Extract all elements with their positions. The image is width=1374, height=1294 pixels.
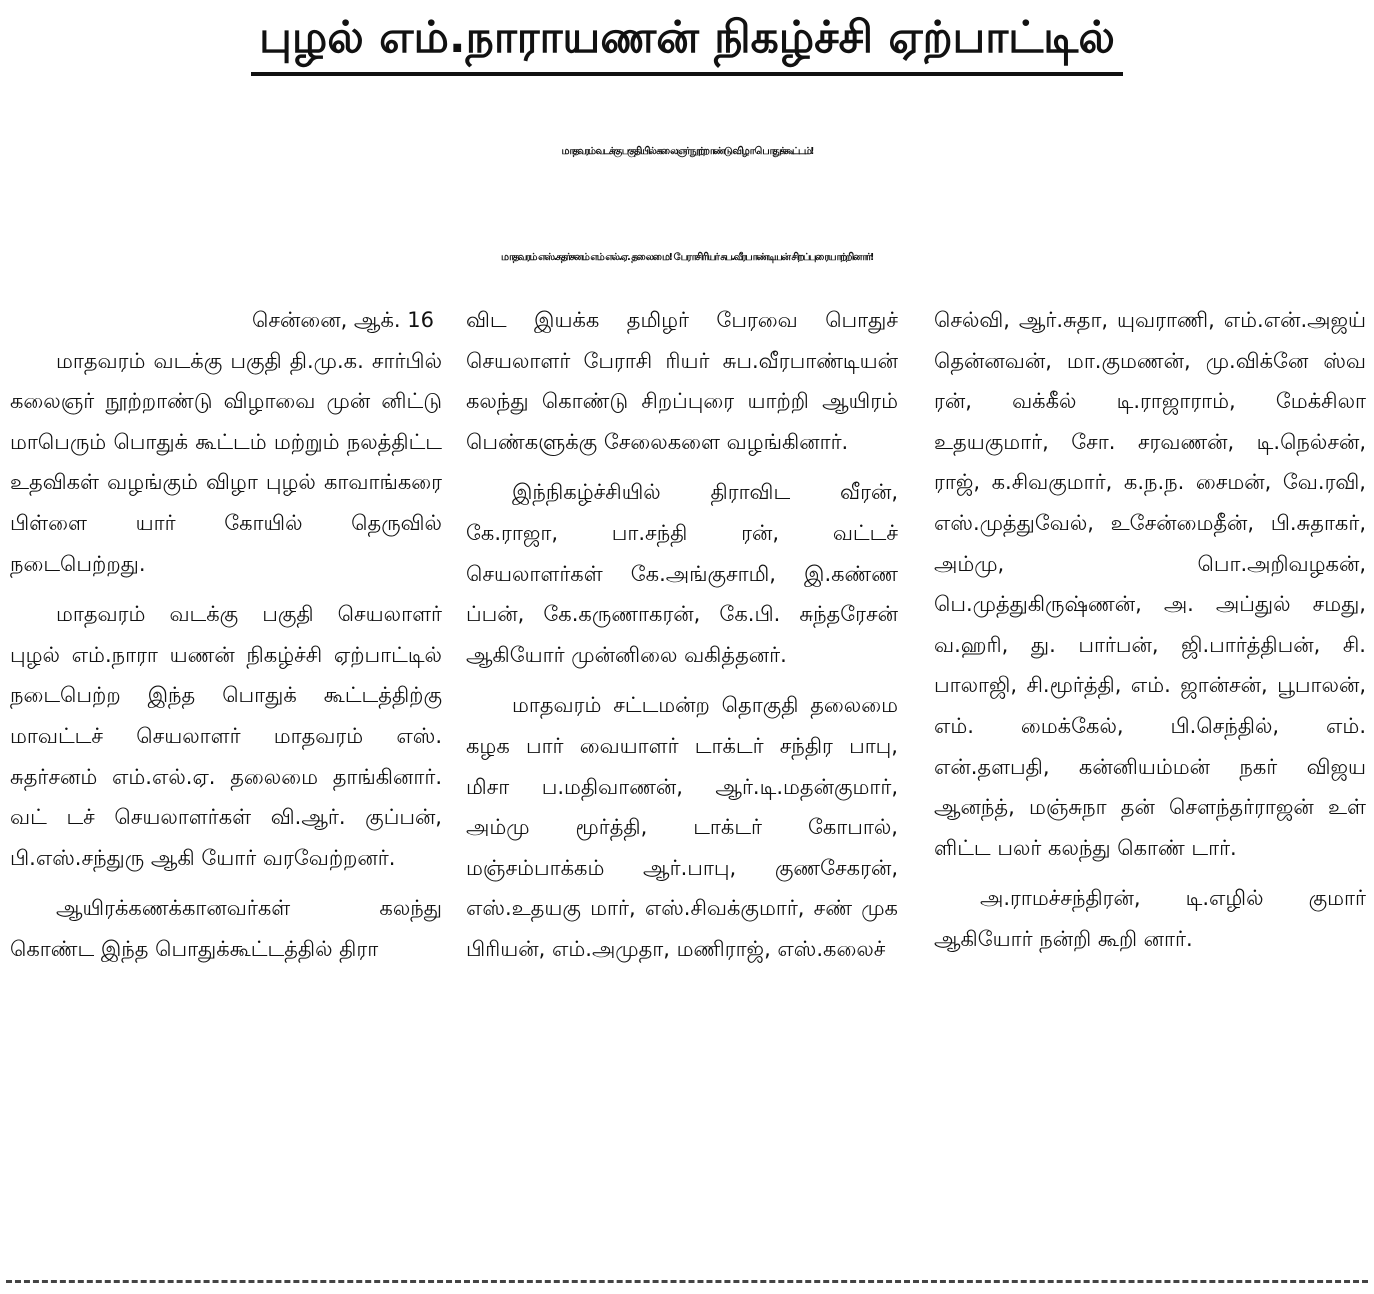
paragraph: மாதவரம் வடக்கு பகுதி தி.மு.க. சார்பில் கலைஞர் நூற்றாண்டு விழாவை முன் னிட்டு மாபெரும் பொதுக் கூட்டம் மற்றும் நலத்திட்ட உதவிகள் வழங்கும் விழா புழல் காவாங்கரை பிள்ளை யார் கோயில் தெருவில் நடைபெற்றது. (10, 348, 442, 576)
paragraph-continued: விட இயக்க தமிழர் பேரவை பொதுச் செயலாளர் பேராசி ரியர் சுப.வீரபாண்டியன் கலந்து கொண்டு சிறப்புரை யாற்றி ஆயிரம் பெண்களுக்கு சேலைகளை வழங்கினார். (466, 308, 898, 454)
headline: மாதவரம் வடக்கு பகுதியில் கலைஞர் நூற்றாண்டு விழா பொதுக்கூட்டம்! (561, 146, 813, 157)
paragraph: மாதவரம் சட்டமன்ற தொகுதி தலைமை கழக பார் வையாளர் டாக்டர் சந்திர பாபு, மிசா ப.மதிவாணன், ஆர்.டி.மதன்குமார், அம்மு மூர்த்தி, டாக்டர் கோபால், மஞ்சம்பாக்கம் ஆர்.பாபு, குணசேகரன், எஸ்.உதயகு மார், எஸ்.சிவக்குமார், சண் முக பிரியன், எம்.அமுதா, மணிராஜ், எஸ்.கலைச் (466, 693, 898, 961)
paragraph-continued: செல்வி, ஆர்.சுதா, யுவராணி, எம்.என்.அஜய் தென்னவன், மா.குமணன், மு.விக்னே ஸ்வ ரன், வக்கீல் டி.ராஜாராம், மேக்சிலா உதயகுமார், சோ. சரவணன், டி.நெல்சன், ராஜ், க.சிவகுமார், க.ந.ந. சைமன், வே.ரவி, எஸ்.முத்துவேல், உசேன்மைதீன், பி.சுதாகர், அம்மு, பொ.அறிவழகன், பெ.முத்துகிருஷ்ணன், அ. அப்துல் சமது, வ.ஹரி, து. பார்பன், ஜி.பார்த்திபன், சி. பாலாஜி, சி.மூர்த்தி, எம். ஜான்சன், பூபாலன், எம். மைக்கேல், பி.செந்தில், எம். என்.தளபதி, கன்னியம்மன் நகர் விஜய ஆனந்த், மஞ்சுநா தன் சௌந்தர்ராஜன் உள் ளிட்ட பலர் கலந்து கொண் டார். (934, 308, 1366, 860)
article-column-2 (466, 300, 898, 1272)
article-column-3 (934, 300, 1366, 1272)
kicker-wrapper (0, 6, 1374, 76)
paragraph: அ.ராமச்சந்திரன், டி.எழில் குமார் ஆகியோர் நன்றி கூறி னார். (934, 886, 1366, 951)
bottom-dashed-rule (6, 1280, 1368, 1283)
article-column-1 (10, 300, 442, 1272)
kicker-line: புழல் எம்.நாராயணன் நிகழ்ச்சி ஏற்பாட்டில் (251, 6, 1123, 76)
dateline: சென்னை, ஆக். 16 (252, 308, 434, 332)
paragraph: ஆயிரக்கணக்கானவர்கள் கலந்து கொண்ட இந்த பொதுக்கூட்டத்தில் திரா (10, 896, 442, 961)
paragraph: மாதவரம் வடக்கு பகுதி செயலாளர் புழல் எம்.நாரா யணன் நிகழ்ச்சி ஏற்பாட்டில் நடைபெற்ற இந்த பொதுக் கூட்டத்திற்கு மாவட்டச் செயலாளர் மாதவரம் எஸ். சுதர்சனம் எம்.எல்.ஏ. தலைமை தாங்கினார். வட் டச் செயலாளர்கள் வி.ஆர். குப்பன், பி.எஸ்.சந்துரு ஆகி யோர் வரவேற்றனர். (10, 602, 442, 870)
paragraph: இந்நிகழ்ச்சியில் திராவிட வீரன், கே.ராஜா, பா.சந்தி ரன், வட்டச் செயலாளர்கள் கே.அங்குசாமி, இ.கண்ண ப்பன், கே.கருணாகரன், கே.பி. சுந்தரேசன் ஆகியோர் முன்னிலை வகித்தனர். (466, 480, 898, 667)
subheadline: மாதவரம் எஸ்.சுதர்சனம் எம் எல்.ஏ. தலைமை! பேராசிரியர் சுப.வீரபாண்டியன் சிறப்புரையாற்றினார்! (501, 252, 873, 263)
